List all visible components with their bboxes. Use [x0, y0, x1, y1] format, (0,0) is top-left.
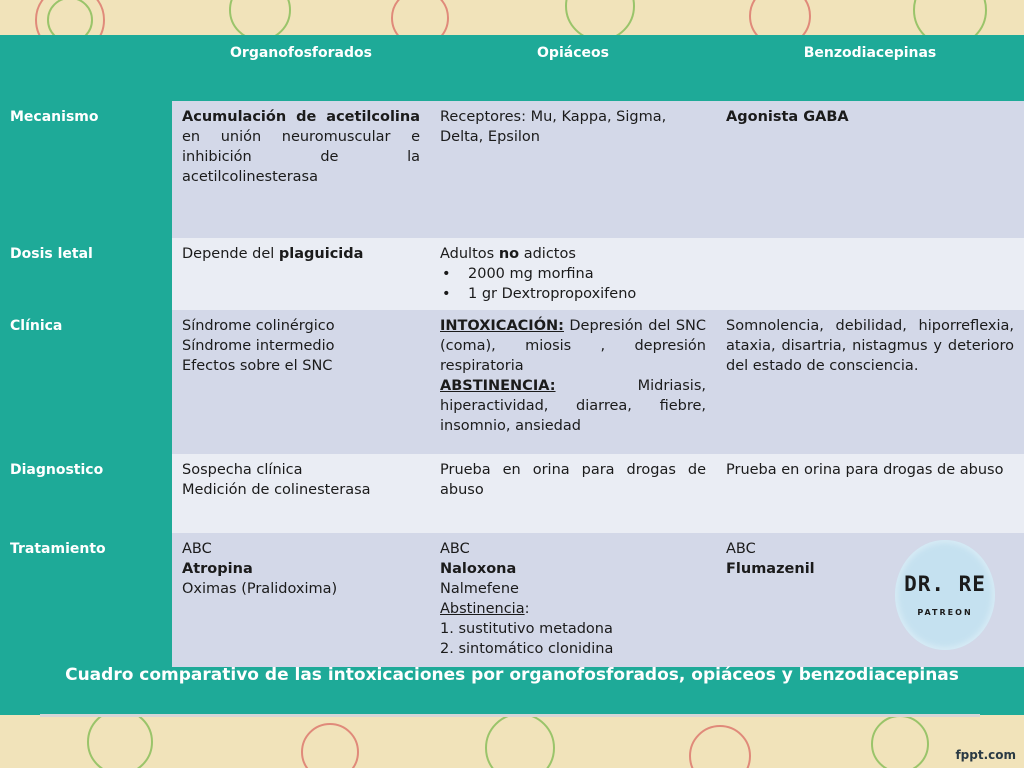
clinica-intoxicacion-text: Depresión del SNC (coma), miosis , depresión respiratoria	[440, 318, 706, 374]
cell-dosis-organo	[172, 238, 430, 310]
table-row	[0, 238, 1024, 310]
tratamiento-benzo-flumazenil: Flumazenil	[726, 561, 815, 577]
list-item: • 1 gr Dextropropoxifeno	[440, 284, 706, 304]
cell-mecanismo-organo	[172, 101, 430, 238]
clinica-organo-line: Síndrome intermedio	[182, 338, 335, 354]
diagnostico-organo-line: Medición de colinesterasa	[182, 482, 371, 498]
logo-subtitle: PATREON	[917, 608, 973, 617]
cell-clinica-opiaceos	[430, 310, 716, 454]
cell-mecanismo-opiaceos: Receptores: Mu, Kappa, Sigma, Delta, Epsilon	[430, 101, 716, 238]
table-row	[0, 101, 1024, 238]
row-label-diagnostico: Diagnostico	[0, 454, 172, 533]
cell-tratamiento-opiaceos	[430, 533, 716, 667]
cell-dosis-benzo	[716, 238, 1024, 310]
tratamiento-opi-nalmefene: Nalmefene	[440, 581, 519, 597]
cell-clinica-benzo: Somnolencia, debilidad, hiporreflexia, ataxia, disartria, nistagmus y deterioro del estado de consciencia.	[716, 310, 1024, 454]
clinica-organo-line: Síndrome colinérgico	[182, 318, 335, 334]
tratamiento-organo-atropina: Atropina	[182, 561, 253, 577]
logo-title: DR. RE	[904, 572, 986, 596]
comparison-table	[0, 35, 1024, 667]
slide-caption: Cuadro comparativo de las intoxicaciones por organofosforados, opiáceos y benzodiacepinas	[65, 665, 959, 685]
tratamiento-opi-abstinencia-line	[440, 599, 706, 619]
cell-mecanismo-benzo: Agonista GABA	[716, 101, 1024, 238]
clinica-organo-line: Efectos sobre el SNC	[182, 358, 333, 374]
dr-re-logo	[895, 540, 995, 655]
cell-diagnostico-benzo: Prueba en orina para drogas de abuso	[716, 454, 1024, 533]
mecanismo-organo-bold: Acumulación de acetilcolina	[182, 109, 420, 125]
header-opiaceos: Opiáceos	[537, 45, 609, 61]
dosis-organo-bold: plaguicida	[278, 246, 364, 262]
divider	[40, 714, 980, 717]
tratamiento-opi-abc: ABC	[440, 541, 470, 557]
tratamiento-opi-colon: :	[524, 601, 530, 617]
tratamiento-opi-abstinencia: Abstinencia	[440, 601, 525, 617]
tratamiento-opi-naloxona: Naloxona	[440, 561, 517, 577]
cell-tratamiento-organo	[172, 533, 430, 667]
dosis-opi-pre: Adultos	[440, 246, 499, 262]
dosis-opi-post: adictos	[519, 246, 576, 262]
table-row	[0, 533, 1024, 667]
header-benzodiacepinas: Benzodiacepinas	[803, 45, 937, 61]
row-label-mecanismo: Mecanismo	[0, 101, 172, 238]
dosis-opi-bold: no	[498, 246, 520, 262]
clinica-intoxicacion-heading: INTOXICACIÓN:	[440, 318, 564, 334]
table-row	[0, 310, 1024, 454]
list-item: 1. sustitutivo metadona	[440, 621, 613, 637]
table-row	[0, 454, 1024, 533]
row-label-tratamiento: Tratamiento	[0, 533, 172, 667]
row-label-dosis: Dosis letal	[0, 238, 172, 310]
cell-dosis-opiaceos	[430, 238, 716, 310]
cell-diagnostico-organo	[172, 454, 430, 533]
tratamiento-organo-abc: ABC	[182, 541, 212, 557]
header-organofosforados: Organofosforados	[230, 45, 372, 61]
row-label-clinica: Clínica	[0, 310, 172, 454]
diagnostico-organo-line: Sospecha clínica	[182, 462, 303, 478]
cell-clinica-organo	[172, 310, 430, 454]
clinica-abstinencia-text: Midriasis, hiperactividad, diarrea, fiebre, insomnio, ansiedad	[440, 378, 706, 434]
tratamiento-organo-oximas: Oximas (Pralidoxima)	[182, 581, 338, 597]
footer-watermark: fppt.com	[955, 748, 1016, 762]
cell-diagnostico-opiaceos: Prueba en orina para drogas de abuso	[430, 454, 716, 533]
list-item: • 2000 mg morfina	[440, 264, 706, 284]
clinica-abstinencia-heading: ABSTINENCIA:	[440, 378, 556, 394]
table-header-row	[0, 35, 1024, 101]
mecanismo-organo-text: en unión neuromuscular e inhibición de la acetilcolinesterasa	[182, 129, 420, 185]
tratamiento-benzo-abc: ABC	[726, 541, 756, 557]
header-empty	[0, 35, 172, 101]
list-item: 2. sintomático clonidina	[440, 641, 614, 657]
dosis-organo-text: Depende del	[182, 246, 279, 262]
